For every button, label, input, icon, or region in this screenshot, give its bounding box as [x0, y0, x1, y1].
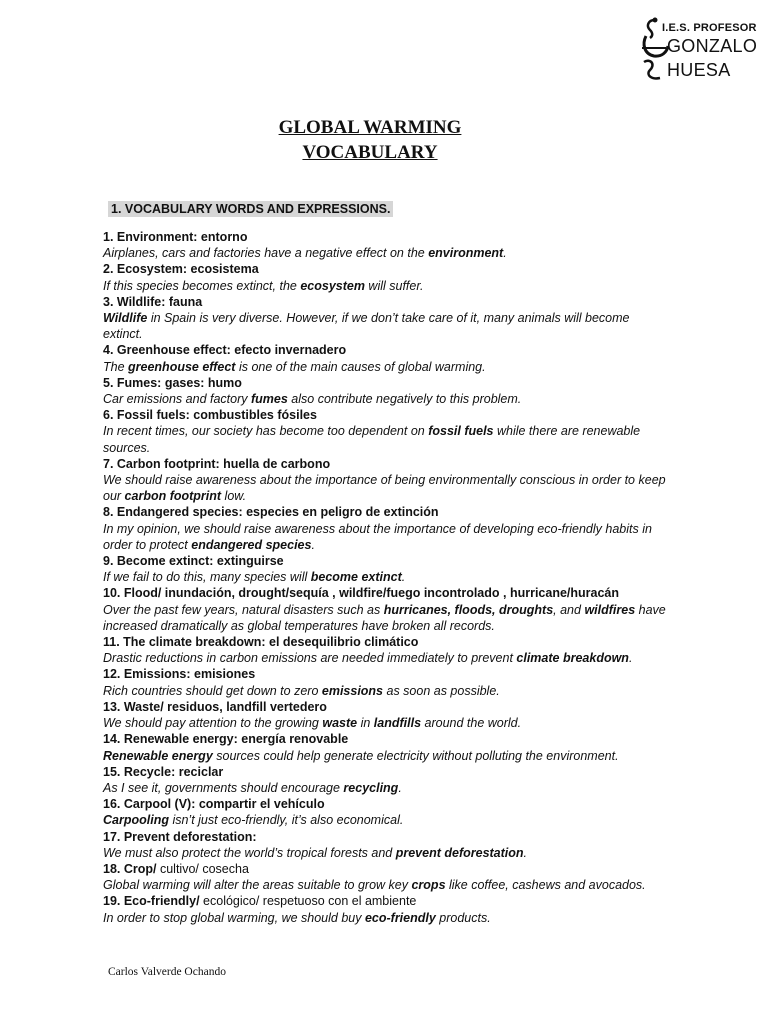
- vocab-term: [103, 731, 668, 747]
- vocab-example-text: also contribute negatively to this problem.: [287, 392, 522, 407]
- vocab-example-keyword: recycling: [343, 780, 399, 795]
- vocab-example-keyword: endangered species: [191, 537, 312, 552]
- vocab-example: [103, 683, 668, 699]
- vocab-item: [103, 456, 668, 505]
- vocab-term-text: 1. Environment: entorno: [103, 230, 248, 244]
- vocab-example-text: will suffer.: [364, 278, 424, 293]
- vocab-item: [103, 829, 668, 861]
- vocab-example-keyword: Carpooling: [103, 813, 169, 828]
- vocab-example: [103, 278, 668, 294]
- vocab-example-text: in: [357, 716, 374, 731]
- vocab-example-keyword: wildfires: [584, 602, 636, 617]
- vocab-example-text: .: [398, 780, 402, 795]
- vocab-example-text: In my opinion, we should raise awareness about the importance of developing eco-friendly habits in order to protect: [103, 521, 652, 552]
- vocab-example-text: We should raise awareness about the importance of being environmentally conscious in order to keep our: [103, 473, 666, 504]
- vocab-example-keyword: climate breakdown: [516, 651, 629, 666]
- vocab-example-keyword: Wildlife: [103, 311, 148, 326]
- vocab-example-text: .: [628, 651, 633, 666]
- vocab-term: [103, 666, 668, 682]
- vocab-example-text: Over the past few years, natural disasters such as: [103, 602, 384, 617]
- vocab-item: [103, 504, 668, 553]
- vocab-item: [103, 585, 668, 634]
- vocab-example-text: In recent times, our society has become too dependent on: [103, 424, 429, 439]
- vocab-item: [103, 261, 668, 293]
- vocab-term-text: 9. Become extinct: extinguirse: [103, 554, 284, 569]
- vocab-item: [103, 342, 668, 374]
- vocab-example: [103, 472, 668, 504]
- author-footer: Carlos Valverde Ochando: [108, 966, 226, 978]
- vocab-term-text: 6. Fossil fuels: combustibles fósiles: [103, 408, 317, 423]
- vocab-example-text: In order to stop global warming, we should buy: [103, 910, 365, 925]
- vocab-example-text: .: [503, 246, 507, 261]
- vocabulary-list: [103, 229, 668, 926]
- vocab-term: [103, 764, 668, 780]
- vocab-example-text: is one of the main causes of global warming.: [235, 359, 486, 374]
- vocab-example-text: sources could help generate electricity without polluting the environment.: [212, 748, 619, 763]
- vocab-example-keyword: become extinct: [310, 570, 402, 585]
- vocab-term-text: 17. Prevent deforestation:: [103, 829, 257, 844]
- vocab-example-text: Airplanes, cars and factories have a negative effect on the: [103, 246, 429, 261]
- vocab-term: [103, 634, 668, 650]
- vocab-term: [103, 585, 668, 601]
- vocab-term-text: 12. Emissions: emisiones: [103, 667, 256, 682]
- vocab-example-keyword: landfills: [373, 716, 422, 731]
- section-header: 1. VOCABULARY WORDS AND EXPRESSIONS.: [108, 201, 393, 217]
- vocab-term: [103, 553, 668, 569]
- vocab-term-translation: ecológico/ respetuoso con el ambiente: [199, 894, 417, 909]
- vocab-example-text: while there are renewable sources.: [103, 424, 641, 455]
- vocab-item: [103, 375, 668, 407]
- vocab-item: [103, 731, 668, 763]
- vocab-example: [103, 845, 668, 861]
- vocab-example-keyword: Renewable energy: [103, 748, 213, 763]
- vocab-example: [103, 748, 668, 764]
- vocab-example-text: We should pay attention to the growing: [103, 716, 323, 731]
- vocab-term-text: 2. Ecosystem: ecosistema: [103, 262, 259, 277]
- vocab-term-text: 5. Fumes: gases: humo: [103, 375, 242, 390]
- vocab-example: [103, 423, 668, 455]
- vocab-term: [103, 375, 668, 391]
- vocab-example: [103, 812, 668, 828]
- vocab-example-keyword: environment: [428, 246, 504, 261]
- vocab-item: [103, 553, 668, 585]
- vocab-term: [103, 407, 668, 423]
- vocab-term-text: 15. Recycle: reciclar: [103, 764, 224, 779]
- vocab-example-keyword: eco-friendly: [364, 910, 436, 925]
- vocab-term-text: 16. Carpool (V): compartir el vehículo: [103, 797, 325, 812]
- vocab-example-text: The: [103, 359, 129, 374]
- vocab-example-text: .: [401, 570, 406, 585]
- page-title-line2: VOCABULARY: [302, 142, 438, 163]
- vocab-example-keyword: crops: [411, 878, 446, 893]
- vocab-term: [103, 229, 668, 245]
- vocab-example: [103, 780, 668, 796]
- vocab-example-keyword: fossil fuels: [428, 424, 494, 439]
- vocab-example-text: Car emissions and factory: [103, 392, 251, 407]
- vocab-example-keyword: greenhouse effect: [128, 359, 236, 374]
- vocab-example-text: like coffee, cashews and avocados.: [445, 878, 646, 893]
- vocab-example: [103, 569, 668, 585]
- vocab-item: [103, 893, 668, 925]
- logo-text-line3: HUESA: [667, 60, 731, 80]
- vocab-example-keyword: waste: [322, 716, 358, 731]
- vocab-term-text: 11. The climate breakdown: el desequilibrio climático: [103, 635, 419, 650]
- vocab-item: [103, 294, 668, 343]
- vocab-example-keyword: prevent deforestation: [395, 845, 524, 860]
- vocab-example: [103, 359, 668, 375]
- vocab-example-text: We must also protect the world’s tropical forests and: [103, 845, 396, 860]
- vocab-example: [103, 521, 668, 553]
- vocab-term-text: 13. Waste/ residuos, landfill vertedero: [103, 699, 327, 714]
- vocab-example: [103, 650, 668, 666]
- vocab-example: [103, 910, 668, 926]
- vocab-example-keyword: ecosystem: [300, 278, 365, 293]
- vocab-example-text: As I see it, governments should encourage: [103, 780, 344, 795]
- logo-text-line1: I.E.S. PROFESOR: [662, 22, 757, 34]
- vocab-example-text: If we fail to do this, many species will: [103, 570, 311, 585]
- vocab-term: [103, 294, 668, 310]
- vocab-item: [103, 861, 668, 893]
- vocab-term-text: 8. Endangered species: especies en peligro de extinción: [103, 505, 439, 520]
- vocab-example-text: , and: [553, 602, 585, 617]
- vocab-example: [103, 602, 668, 634]
- vocab-term: [103, 261, 668, 277]
- page-title-line1: GLOBAL WARMING: [278, 117, 462, 138]
- vocab-example-text: low.: [221, 489, 247, 504]
- school-logo: [640, 16, 758, 86]
- vocab-example-keyword: carbon footprint: [124, 489, 222, 504]
- vocab-example-text: as soon as possible.: [383, 683, 500, 698]
- vocab-example-text: Drastic reductions in carbon emissions are needed immediately to prevent: [103, 651, 517, 666]
- vocab-item: [103, 666, 668, 698]
- vocab-term: [103, 504, 668, 520]
- vocab-item: [103, 764, 668, 796]
- vocab-example-text: Rich countries should get down to zero: [103, 683, 322, 698]
- vocab-term-translation: cultivo/ cosecha: [156, 861, 249, 876]
- vocab-example-text: .: [311, 537, 315, 552]
- vocab-example-keyword: hurricanes, floods, droughts: [383, 602, 554, 617]
- vocab-example-text: around the world.: [421, 716, 522, 731]
- vocab-example-keyword: fumes: [250, 392, 288, 407]
- vocab-term-text: 14. Renewable energy: energía renovable: [103, 732, 349, 747]
- vocab-example-text: products.: [435, 910, 491, 925]
- vocab-term: [103, 456, 668, 472]
- vocab-term: [103, 796, 668, 812]
- vocab-term-text: 3. Wildlife: fauna: [103, 294, 203, 309]
- vocab-term-text: 7. Carbon footprint: huella de carbono: [103, 456, 331, 471]
- vocab-item: [103, 634, 668, 666]
- vocab-example-text: Global warming will alter the areas suitable to grow key: [103, 878, 412, 893]
- vocab-example: [103, 245, 668, 261]
- vocab-example: [103, 715, 668, 731]
- vocab-term-text: 18. Crop/: [103, 861, 157, 876]
- vocab-item: [103, 407, 668, 456]
- vocab-term-text: 4. Greenhouse effect: efecto invernadero: [103, 343, 347, 358]
- vocab-item: [103, 796, 668, 828]
- vocab-example-text: in Spain is very diverse. However, if we don’t take care of it, many animals will become extinct.: [103, 311, 630, 342]
- logo-text-line2: GONZALO: [667, 36, 758, 56]
- vocab-term: [103, 893, 668, 909]
- vocab-item: [103, 699, 668, 731]
- vocab-term: [103, 699, 668, 715]
- vocab-item: [103, 229, 668, 261]
- vocab-term: [103, 861, 668, 877]
- vocab-term: [103, 342, 668, 358]
- vocab-example-keyword: emissions: [321, 683, 384, 698]
- vocab-example-text: have increased dramatically as global temperatures have broken all records.: [103, 602, 666, 633]
- vocab-example: [103, 877, 668, 893]
- vocab-example-text: isn’t just eco-friendly, it’s also economical.: [168, 813, 404, 828]
- vocab-example-text: If this species becomes extinct, the: [103, 278, 301, 293]
- vocab-example: [103, 391, 668, 407]
- vocab-example-text: .: [523, 845, 528, 860]
- vocab-term-text: 10. Flood/ inundación, drought/sequía , wildfire/fuego incontrolado , hurricane/huracán: [103, 586, 620, 601]
- vocab-term-text: 19. Eco-friendly/: [103, 894, 200, 909]
- vocab-term: [103, 829, 668, 845]
- vocab-example: [103, 310, 668, 342]
